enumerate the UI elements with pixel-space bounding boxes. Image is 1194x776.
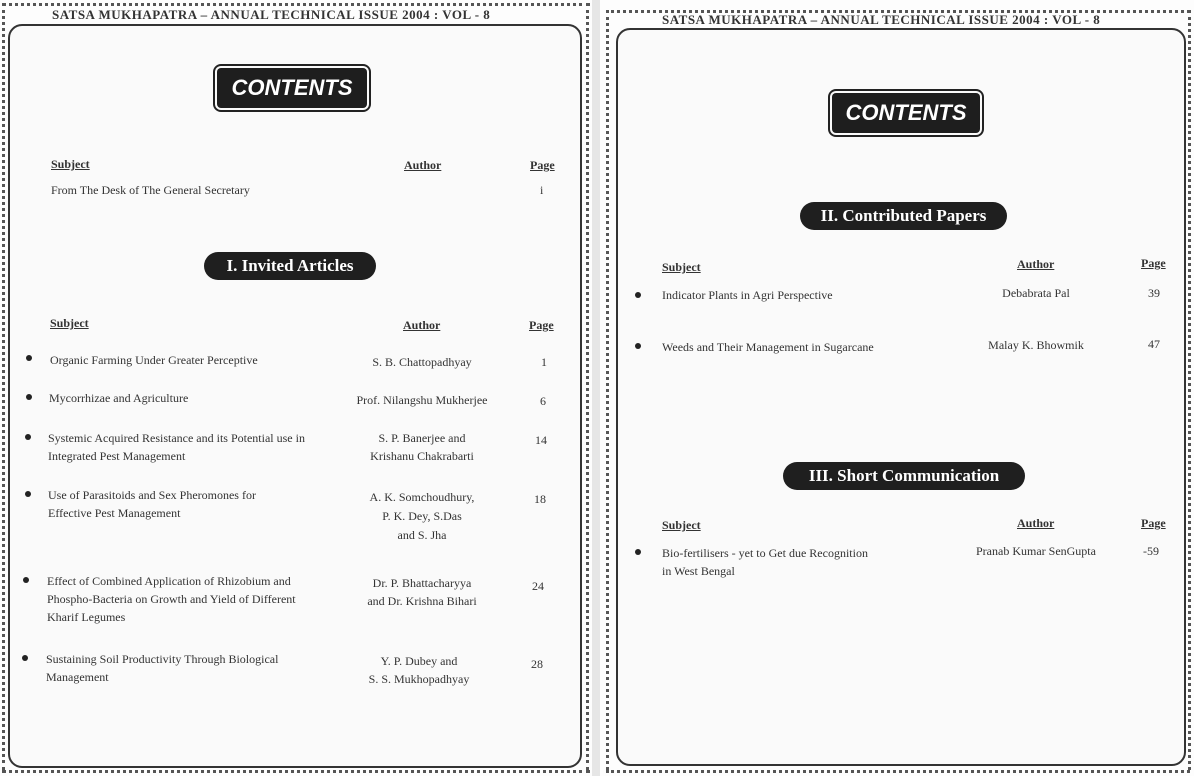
entry-author <box>340 574 504 610</box>
contents-title: CONTENTS <box>217 68 367 108</box>
author-line: Krishanu Chakrabarti <box>370 449 474 463</box>
entry-subject <box>49 389 349 407</box>
subject-line: Indicator Plants in Agri Perspective <box>662 288 833 302</box>
author-line: S. P. Banerjee and <box>378 431 466 445</box>
author-header: Author <box>1017 257 1055 271</box>
bullet-icon <box>22 655 28 661</box>
entry-page: 18 <box>534 492 546 506</box>
bullet-icon <box>26 394 32 400</box>
subject-line: Use of Parasitoids and Sex Pheromones for <box>48 488 256 502</box>
page-header-col: Page <box>529 318 554 332</box>
entry-author <box>340 488 504 545</box>
bullet-icon <box>635 292 641 298</box>
bullet-icon <box>635 343 641 349</box>
subject-line: Organic Farming Under Greater Perceptive <box>50 353 258 367</box>
subject-line: Sustaining Soil Productivity Through Biological <box>46 652 279 666</box>
subject-header: Subject <box>662 260 701 274</box>
bullet-icon <box>23 577 29 583</box>
bottom-border <box>2 770 590 773</box>
page-header: SATSA MUKHAPATRA – ANNUAL TECHNICAL ISSUE 2004 : VOL - 8 <box>662 12 1101 27</box>
section-title-short-communication: III. Short Communication <box>783 462 1025 490</box>
author-line: A. K. Somchoudhury, <box>369 490 475 504</box>
subject-line: Bio-fertilisers - yet to Get due Recognition <box>662 546 868 560</box>
subject-line: Systemic Acquired Resistance and its Potential use in <box>48 431 305 445</box>
bullet-icon <box>635 549 641 555</box>
page-header-col: Page <box>1141 516 1166 530</box>
content-frame <box>616 28 1186 766</box>
intro-subject: From The Desk of The General Secretary <box>51 183 250 197</box>
entry-page: 6 <box>540 394 546 408</box>
subject-line: Management <box>46 670 109 684</box>
bottom-border <box>606 770 1190 773</box>
author-header: Author <box>1017 516 1055 530</box>
author-line: Dr. P. Bhattacharyya <box>372 576 472 590</box>
subject-header: Subject <box>51 157 90 171</box>
section-title-invited: I. Invited Articles <box>204 252 376 280</box>
left-page <box>0 0 592 776</box>
author-line: P. K. Dey, S.Das <box>382 509 462 523</box>
entry-subject <box>662 338 962 356</box>
subject-line: Weeds and Their Management in Sugarcane <box>662 340 874 354</box>
entry-page: 47 <box>1148 337 1160 351</box>
author-line: and Dr. Krishna Bihari <box>367 594 477 608</box>
subject-line: Mycorrhizae and Agriculture <box>49 391 189 405</box>
page-header-col: Page <box>1141 256 1166 270</box>
entry-page: -59 <box>1143 544 1159 558</box>
left-border <box>2 3 5 770</box>
author-line: S. S. Mukhopadhyay <box>368 672 470 686</box>
right-border <box>586 3 589 770</box>
subject-line: Effect of Combined Application of Rhizobium and <box>47 574 291 588</box>
author-header: Author <box>403 318 441 332</box>
contents-title: CONTENTS <box>832 93 980 133</box>
author-line: Y. P. Dubey and <box>380 654 458 668</box>
entry-subject <box>662 544 962 580</box>
entry-author <box>340 391 504 409</box>
entry-subject <box>47 572 347 626</box>
entry-author <box>340 429 504 465</box>
top-border <box>2 3 590 6</box>
entry-page: 39 <box>1148 286 1160 300</box>
bullet-icon <box>25 434 31 440</box>
subject-header: Subject <box>662 518 701 532</box>
right-border <box>1188 10 1191 770</box>
author-line: Debabrata Pal <box>1002 286 1070 300</box>
left-border <box>606 10 609 770</box>
entry-author <box>340 353 504 371</box>
entry-author <box>956 542 1116 560</box>
section-title-contributed: II. Contributed Papers <box>800 202 1007 230</box>
intro-page: i <box>540 183 544 197</box>
entry-author <box>337 652 501 688</box>
subject-line: Phospho-Bacteria on Growth and Yield of Different <box>47 592 296 606</box>
entry-page: 24 <box>532 579 544 593</box>
entry-page: 1 <box>541 355 547 369</box>
entry-page: 28 <box>531 657 543 671</box>
page-header-col: Page <box>530 158 555 172</box>
entry-subject <box>662 286 962 304</box>
subject-line: in West Bengal <box>662 564 735 578</box>
author-line: and S. Jha <box>397 528 447 542</box>
page-header: SATSA MUKHAPATRA – ANNUAL TECHNICAL ISSUE 2004 : VOL - 8 <box>52 7 491 22</box>
entry-author <box>956 336 1116 354</box>
entry-subject <box>48 486 348 522</box>
entry-page: 14 <box>535 433 547 447</box>
subject-line: Kharif Legumes <box>47 610 126 624</box>
right-page <box>600 0 1194 776</box>
entry-author <box>956 284 1116 302</box>
bullet-icon <box>25 491 31 497</box>
author-line: Pranab Kumar SenGupta <box>976 544 1096 558</box>
entry-subject <box>46 650 346 686</box>
author-header: Author <box>404 158 442 172</box>
page-gutter <box>592 0 600 776</box>
bullet-icon <box>26 355 32 361</box>
subject-header: Subject <box>50 316 89 330</box>
entry-subject <box>48 429 348 465</box>
author-line: S. B. Chattopadhyay <box>372 355 472 369</box>
author-line: Prof. Nilangshu Mukherjee <box>356 393 488 407</box>
subject-line: Effective Pest Management <box>48 506 181 520</box>
entry-subject <box>50 351 350 369</box>
subject-line: Integrated Pest Management <box>48 449 186 463</box>
author-line: Malay K. Bhowmik <box>988 338 1084 352</box>
